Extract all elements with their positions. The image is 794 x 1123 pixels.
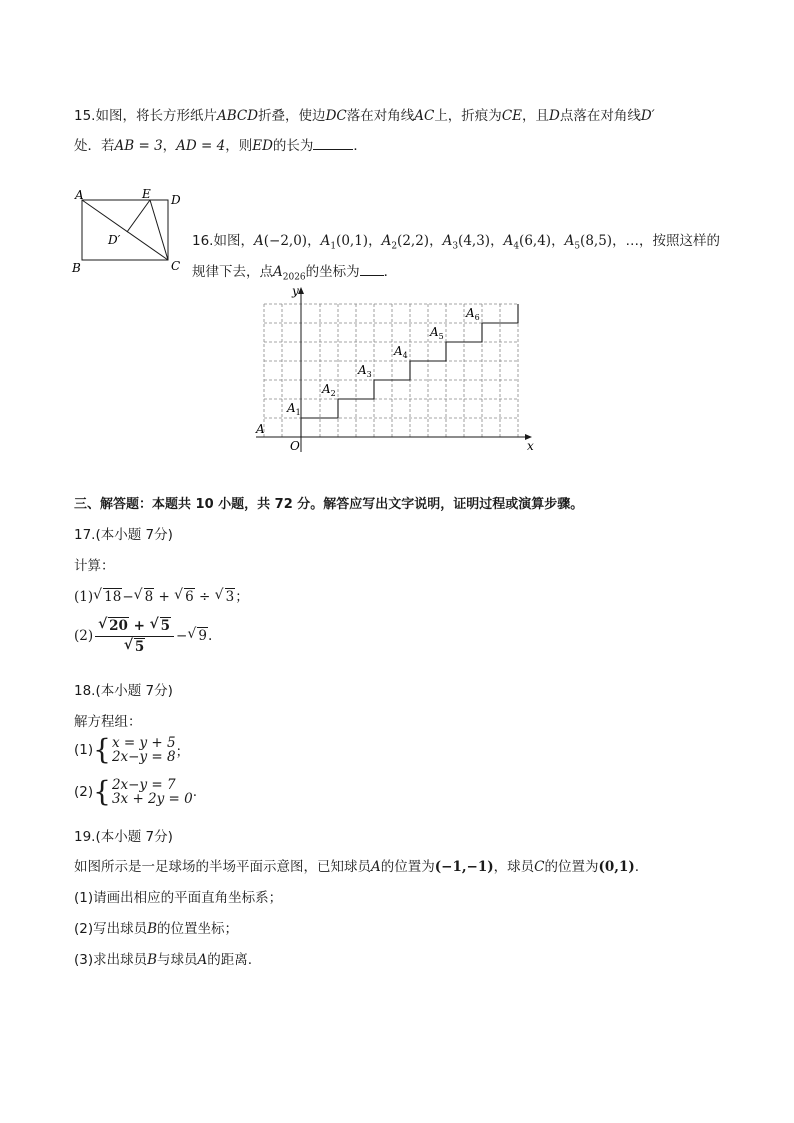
q15-line1: 15.如图，将长方形纸片ABCD折叠，使边DC落在对角线AC上，折痕为CE，且D点落在对角线D′ — [74, 108, 655, 124]
q17-instruction: 计算： — [74, 558, 115, 574]
dashed-grid — [264, 304, 518, 437]
y-axis-arrow — [298, 287, 304, 294]
origin-label: O — [290, 439, 300, 453]
answer-blank — [360, 261, 384, 276]
crease-ce — [150, 200, 168, 260]
point-A4-label: $A_4$ — [394, 344, 408, 360]
label-D: D — [171, 193, 181, 207]
q17-header: 17.(本小题 7分) — [74, 527, 173, 543]
q19-part3: (3)求出球员B与球员A的距离. — [74, 952, 253, 968]
label-D-prime: D′ — [108, 233, 121, 247]
q19-line1: 如图所示是一足球场的半场平面示意图，已知球员A的位置为(−1,−1)，球员C的位置为(0,1). — [74, 859, 640, 875]
segment-ed-prime — [127, 200, 150, 232]
section3-title: 三、解答题：本题共 10 小题，共 72 分。解答应写出文字说明，证明过程或演算步骤。 — [74, 497, 584, 512]
q17-part1: (1) √ 18− √ 8 + √ 6 ÷ √ 3； — [74, 587, 249, 605]
q15-line2: 处．若AB = 3，AD = 4，则ED的长为 ． — [74, 134, 367, 154]
point-A2-label: $A_2$ — [322, 382, 336, 398]
q16-line1: 16.如图，A(−2,0)，$A_1(0,1)$，$A_2(2,2)$，$A_3(4,3)$，$A_4(6,4)$，$A_5(8,5)$，…，按照这样的 — [192, 233, 721, 252]
q18-header: 18.(本小题 7分) — [74, 683, 173, 699]
label-B: B — [72, 261, 81, 275]
q16-staircase-graph — [250, 282, 550, 460]
point-A6-label: $A_6$ — [466, 306, 480, 322]
label-A: A — [75, 188, 84, 202]
label-E: E — [142, 187, 151, 201]
point-A1-label: $A_1$ — [287, 401, 301, 417]
staircase-path — [301, 304, 518, 437]
sqrt-3: √ 3 — [214, 587, 235, 605]
label-C: C — [171, 259, 181, 273]
point-A-label: A — [256, 422, 265, 436]
q19-header: 19.(本小题 7分) — [74, 829, 173, 845]
q18-instruction: 解方程组： — [74, 714, 142, 730]
q18-system1: (1){x = y + 5 2x−y = 8； — [74, 733, 190, 766]
point-A5-label: $A_5$ — [430, 325, 444, 341]
x-axis-label: x — [527, 439, 534, 453]
q18-system2: (2){2x−y = 7 3x + 2y = 0. — [74, 775, 198, 808]
sqrt-18: √ 18 — [93, 587, 122, 605]
q19-part1: (1)请画出相应的平面直角坐标系； — [74, 890, 283, 906]
diagonal-ac — [82, 200, 168, 260]
q17-part2: (2) √ 20 + √ 5 √ 5 − √ 9. — [74, 616, 213, 655]
fraction: √ 20 + √ 5 √ 5 — [95, 618, 174, 655]
q19-part2: (2)写出球员B的位置坐标； — [74, 921, 239, 937]
answer-blank — [313, 135, 353, 150]
sqrt-6: √ 6 — [174, 587, 194, 605]
sqrt-8: √ 8 — [133, 587, 154, 605]
q15-rectangle-figure — [68, 186, 188, 278]
q16-line2: 规律下去，点$A_{2026}$的坐标为 ． — [192, 260, 397, 283]
y-axis-label: y — [292, 284, 299, 298]
point-A3-label: $A_3$ — [358, 363, 372, 379]
